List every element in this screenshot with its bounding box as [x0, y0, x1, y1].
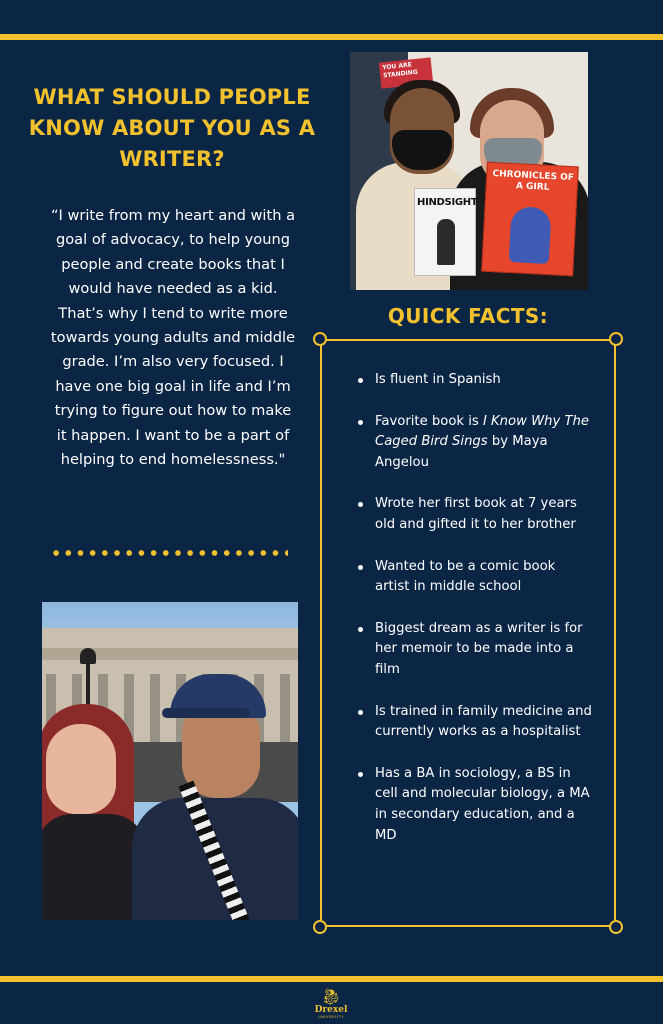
- quick-facts-title: QUICK FACTS:: [387, 304, 549, 328]
- section-heading: WHAT SHOULD PEOPLE KNOW ABOUT YOU AS A WRITER?: [28, 85, 316, 171]
- writer-quote: “I write from my heart and with a goal of advocacy, to help young people and create books that I would have needed as a kid. That’s why I tend to write more towards young adults and middle grade. I’m also very focused. I have one big goal in life and I’m trying to figure out how to make it happen. I want to be a part of helping to end homelessness.": [50, 207, 296, 469]
- bottom-rule: [0, 976, 663, 982]
- logo-wordmark: Drexel: [314, 1005, 348, 1015]
- fact-text: Favorite book is: [375, 413, 483, 429]
- dragon-icon: 🐉︎: [320, 987, 342, 1006]
- book-red-cover-figure: [509, 206, 552, 264]
- fact-item: Is trained in family medicine and currently works as a hospitalist: [356, 702, 592, 743]
- fact-book-title: I Know Why The Caged Bird Sings: [375, 413, 590, 450]
- book-hindsight-figure: [437, 219, 455, 265]
- top-rule: [0, 34, 663, 40]
- frame-corner-ornament: [313, 920, 327, 934]
- fact-item: Biggest dream as a writer is for her memoir to be made into a film: [356, 619, 592, 681]
- fact-item: Has a BA in sociology, a BS in cell and molecular biology, a MA in secondary education, and a MD: [356, 764, 592, 846]
- woman-body: [42, 814, 146, 920]
- woman-face: [46, 724, 116, 814]
- fact-item: Wanted to be a comic book artist in middle school: [356, 557, 592, 598]
- fact-item: Is fluent in Spanish: [356, 370, 592, 391]
- frame-corner-ornament: [609, 332, 623, 346]
- book-hindsight: [414, 188, 476, 276]
- photo-sign: YOU ARE STANDING: [379, 57, 433, 88]
- frame-corner-ornament: [609, 920, 623, 934]
- book-red-cover-title: CHRONICLES OF A GIRL: [492, 168, 575, 193]
- fact-item: Wrote her first book at 7 years old and gifted it to her brother: [356, 494, 592, 535]
- book-red-cover: [481, 162, 579, 277]
- frame-corner-ornament: [313, 332, 327, 346]
- quick-facts-list: [356, 370, 592, 867]
- photo-palace-selfie: [42, 602, 298, 920]
- photo-book-signing: [350, 52, 588, 290]
- fact-item: [356, 412, 592, 474]
- book-hindsight-title: HINDSIGHT: [417, 197, 478, 208]
- fact-text: by Maya Angelou: [375, 434, 548, 470]
- dotted-divider: [50, 548, 288, 558]
- drexel-logo: [312, 988, 350, 1024]
- logo-subtitle: UNIVERSITY: [318, 1015, 344, 1019]
